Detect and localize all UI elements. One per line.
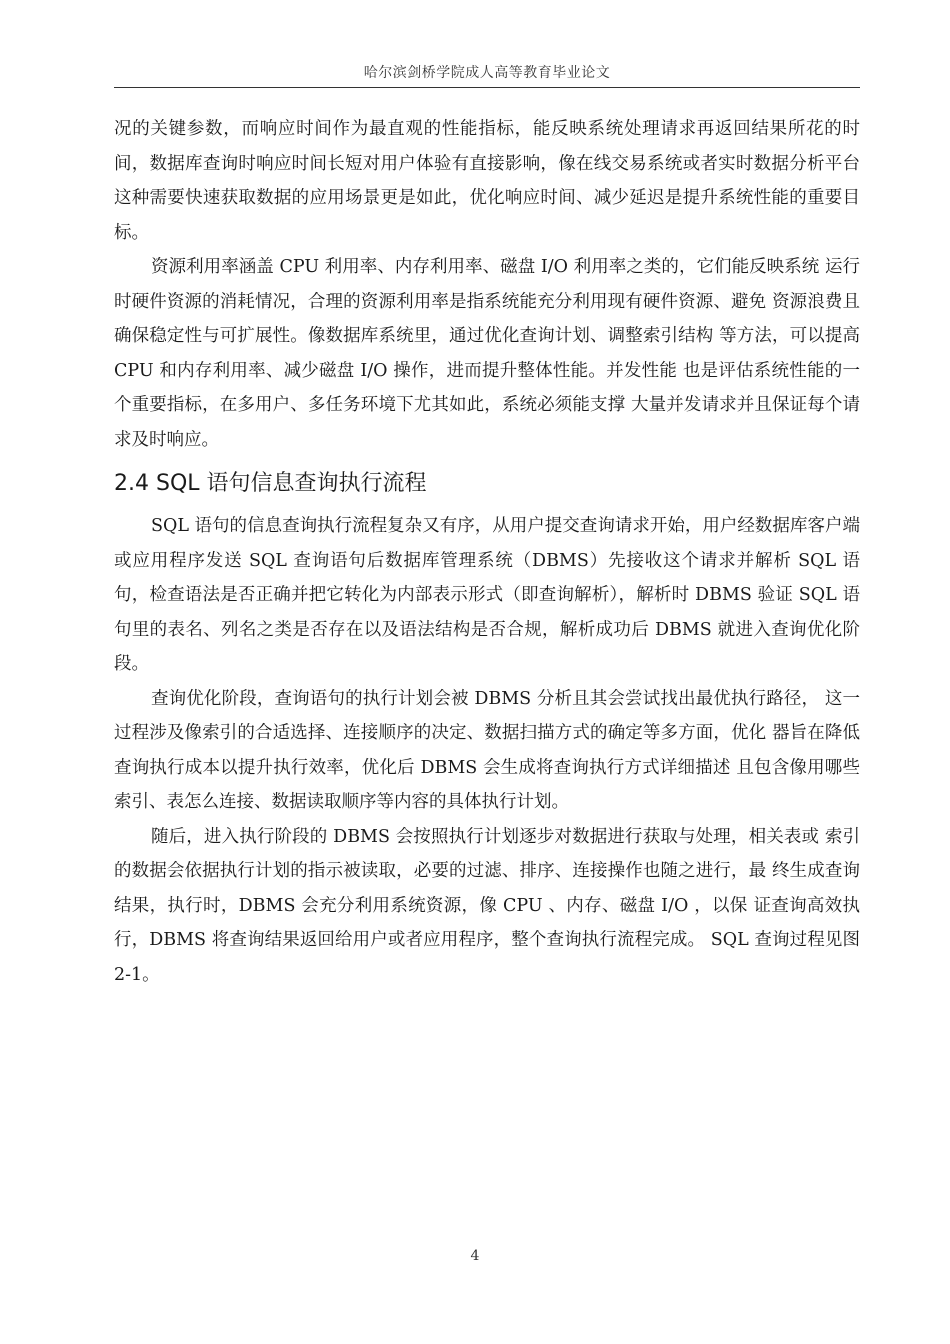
section-heading: 2.4 SQL 语句信息查询执行流程	[114, 471, 427, 496]
body-paragraph: 况的关键参数，而响应时间作为最直观的性能指标，能反映系统处理请求再返回结果所花的时间，数据库查询时响应时间长短对用户体验有直接影响，像在线交易系统或者实时数据分析平台这种需要快速获取数据的应用场景更是如此，优化响应时间、减少延迟是提升系统性能的重要目标。	[114, 119, 860, 243]
section-paragraph: 随后，进入执行阶段的 DBMS 会按照执行计划逐步对数据进行获取与处理，相关表或 索引的数据会依据执行计划的指示被读取，必要的过滤、排序、连接操作也随之进行，最 终生成查询结果，执行时，DBMS 会充分利用系统资源，像 CPU 、内存、磁盘 I/O ，以保 证查询高效执行，DBMS 将查询结果返回给用户或者应用程序，整个查询执行流程完成。 SQL 查询过程见图 2-1。	[114, 826, 860, 985]
body-paragraph: 资源利用率涵盖 CPU 利用率、内存利用率、磁盘 I/O 利用率之类的，它们能反映系统 运行时硬件资源的消耗情况，合理的资源利用率是指系统能充分利用现有硬件资源、避免 资源浪费且确保稳定性与可扩展性。像数据库系统里，通过优化查询计划、调整索引结构 等方法，可以提高 CPU 和内存利用率、减少磁盘 I/O 操作，进而提升整体性能。并发性能 也是评估系统性能的一个重要指标，在多用户、多任务环境下尤其如此，系统必须能支撑 大量并发请求并且保证每个请求及时响应。	[114, 257, 860, 450]
section-paragraph: SQL 语句的信息查询执行流程复杂又有序，从用户提交查询请求开始，用户经数据库客户端或应用程序发送 SQL 查询语句后数据库管理系统（DBMS）先接收这个请求并解析 SQL 语句，检查语法是否正确并把它转化为内部表示形式（即查询解析），解析时 DBMS 验证 SQL 语句里的表名、列名之类是否存在以及语法结构是否合规，解析成功后 DBMS 就进入查询优化阶段。	[114, 516, 860, 674]
section-paragraph: 查询优化阶段，查询语句的执行计划会被 DBMS 分析且其会尝试找出最优执行路径， 这一过程涉及像索引的合适选择、连接顺序的决定、数据扫描方式的确定等多方面，优化 器旨在降低查询执行成本以提升执行效率，优化后 DBMS 会生成将查询执行方式详细描述 且包含像用哪些索引、表怎么连接、数据读取顺序等内容的具体执行计划。	[114, 688, 860, 812]
document-body	[114, 112, 860, 992]
page-number: 4	[470, 1248, 480, 1264]
page-header: 哈尔滨剑桥学院成人高等教育毕业论文	[114, 60, 860, 88]
